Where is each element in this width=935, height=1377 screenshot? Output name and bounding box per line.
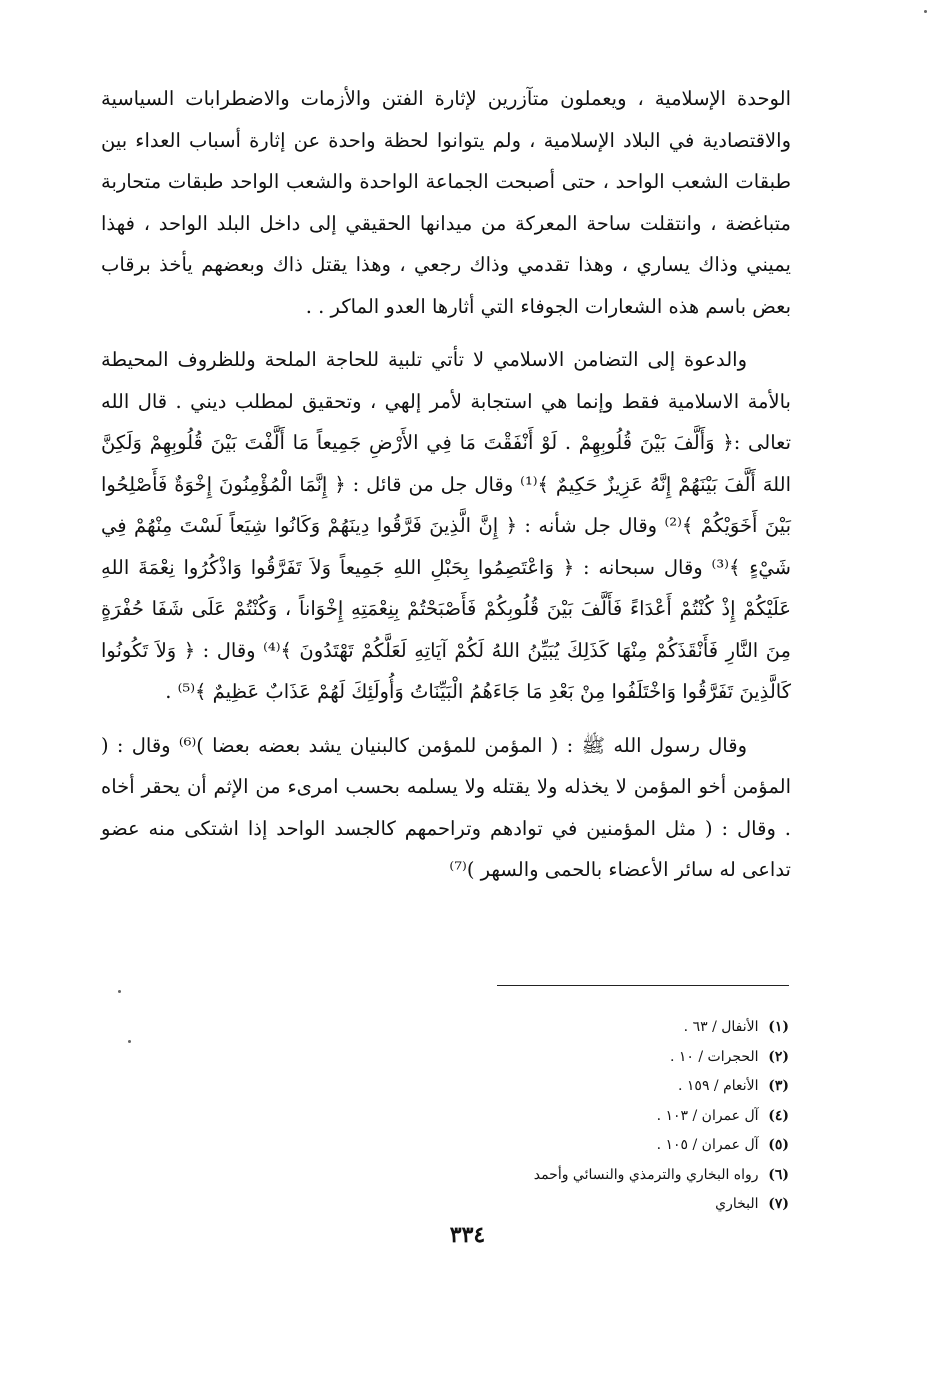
footnote-separator xyxy=(497,985,789,986)
footnote-text: الحجرات / ١٠ . xyxy=(669,1048,759,1065)
footnote-text: آل عمران / ١٠٥ . xyxy=(656,1137,759,1153)
scan-speck xyxy=(924,10,927,13)
footnote-number: (٢) xyxy=(768,1048,789,1065)
scan-speck xyxy=(118,990,121,993)
footnote-item xyxy=(389,1161,789,1191)
footnote-number: (٤) xyxy=(768,1107,789,1124)
footnote-item xyxy=(389,1190,789,1220)
footnote-item xyxy=(389,1102,789,1132)
paragraph-text: والدعوة إلى التضامن الاسلامي لا تأتي تلبية للحاجة الملحة وللظروف المحيطة بالأمة الاسلامية فقط وإنما هي استجابة لأمر إلهي ، وتحقيق لمطلب ديني . قال الله تعالى :﴿ وَأَلَّفَ بَيْنَ قُلُوبِهِمْ . لَوْ أَنْفَقْتَ مَا فِي الأَرْضِ جَمِيعاً مَا أَلَّفْتَ بَيْنَ قُلُوبِهِمْ وَلَكِنَّ اللهَ أَلَّفَ بَيْنَهُمْ إِنَّهُ عَزِيزٌ حَكِيمٌ ﴾⁽¹⁾ وقال جل من قائل : ﴿ إِنَّمَا الْمُؤْمِنُونَ إِخْوَةٌ فَأَصْلِحُوا بَيْنَ أَخَوَيْكُمْ ﴾⁽²⁾ وقال جل شأنه : ﴿ إِنَّ الَّذِينَ فَرَّقُوا دِينَهُمْ وَكَانُوا شِيَعاً لَسْتَ مِنْهُمْ فِي شَيْءٍ ﴾⁽³⁾ وقال سبحانه : ﴿ وَاعْتَصِمُوا بِحَبْلِ اللهِ جَمِيعاً وَلاَ تَفَرَّقُوا وَاذْكُرُوا نِعْمَةَ اللهِ عَلَيْكُمْ إِذْ كُنْتُمْ أَعْدَاءً فَأَلَّفَ بَيْنَ قُلُوبِكُمْ فَأَصْبَحْتُمْ بِنِعْمَتِهِ إِخْوَاناً ، وَكُنْتُمْ عَلَى شَفَا حُفْرَةٍ مِنَ النَّارِ فَأَنْقَذَكُمْ مِنْهَا كَذَلِكَ يُبَيِّنُ اللهُ لَكُمْ آيَاتِهِ لَعَلَّكُمْ تَهْتَدُونَ ﴾⁽⁴⁾ وقال : ﴿ وَلاَ تَكُونُوا كَالَّذِينَ تَفَرَّقُوا وَاخْتَلَفُوا مِنْ بَعْدِ مَا جَاءَهُمُ الْبَيِّنَاتُ وَأُولَئِكَ لَهُمْ عَذَابٌ عَظِيمٌ ﴾⁽⁵⁾ . xyxy=(101,348,792,703)
footnote-item xyxy=(389,1131,789,1161)
footnote-number: (٧) xyxy=(768,1196,789,1212)
footnotes-list xyxy=(389,1013,789,1220)
paragraph xyxy=(101,78,791,327)
paragraph-text: وقال رسول الله ﷺ : ( المؤمن للمؤمن كالبنيان يشد بعضه بعضا )⁽⁶⁾ وقال : ( المؤمن أخو المؤمن لا يخذله ولا يقتله ولا يسلمه بحسب امرىء من الإثم أن يحقر أخاه . وقال : ( مثل المؤمنين في توادهم وتراحمهم كالجسد الواحد إذا اشتكى منه عضو تداعى له سائر الأعضاء بالحمى والسهر )⁽⁷⁾ xyxy=(101,733,791,881)
footnote-item xyxy=(389,1043,789,1073)
footnote-item xyxy=(389,1072,789,1102)
footnote-text: البخاري xyxy=(715,1196,759,1212)
page-number: ٣٣٤ xyxy=(449,1222,486,1248)
scan-speck xyxy=(128,1040,131,1043)
footnote-item xyxy=(389,1013,789,1043)
footnote-text: رواه البخاري والترمذي والنسائي وأحمد xyxy=(533,1166,759,1183)
footnote-number: (٥) xyxy=(768,1137,789,1153)
paragraph xyxy=(101,339,791,713)
main-text xyxy=(101,78,791,903)
footnote-text: الأنفال / ٦٣ . xyxy=(683,1019,759,1035)
footnote-number: (٦) xyxy=(768,1166,789,1183)
paragraph xyxy=(101,725,791,891)
footnote-number: (١) xyxy=(768,1019,789,1035)
paragraph-text: الوحدة الإسلامية ، ويعملون متآزرين لإثارة الفتن والأزمات والاضطرابات السياسية والاقتصادية في البلاد الإسلامية ، ولم يتوانوا لحظة واحدة عن إثارة أسباب العداء بين طبقات الشعب الواحد ، حتى أصبحت الجماعة الواحدة والشعب الواحد طبقات متحاربة متباغضة ، وانتقلت ساحة المعركة من ميدانها الحقيقي إلى داخل البلد الواحد ، فهذا يميني وذاك يساري ، وهذا تقدمي وذاك رجعي ، وهذا يقتل ذاك وبعضهم يأخذ برقاب بعض باسم هذه الشعارات الجوفاء التي أثارها العدو الماكر . . xyxy=(101,87,791,318)
footnote-number: (٣) xyxy=(768,1078,789,1094)
footnote-text: الأنعام / ١٥٩ . xyxy=(678,1078,759,1094)
footnote-text: آل عمران / ١٠٣ . xyxy=(656,1107,759,1124)
